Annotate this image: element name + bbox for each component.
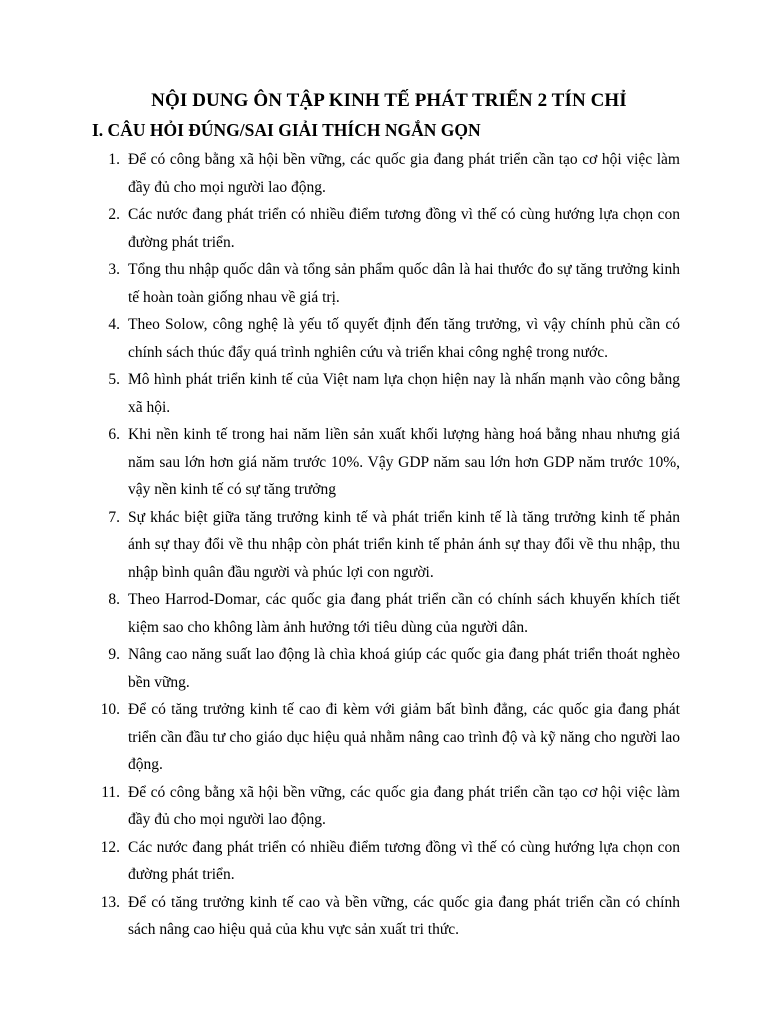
question-text: Tổng thu nhập quốc dân và tổng sản phẩm quốc dân là hai thước đo sự tăng trưởng kinh tế hoàn toàn giống nhau về giá trị.	[128, 261, 680, 306]
question-number: 8.	[108, 591, 120, 608]
question-item	[92, 586, 680, 641]
question-number: 7.	[108, 508, 120, 526]
question-number: 9.	[108, 646, 120, 663]
question-text: Theo Solow, công nghệ là yếu tố quyết định đến tăng trưởng, vì vậy chính phủ cần có chính sách thúc đẩy quá trình nghiên cứu và triển khai công nghệ trong nước.	[128, 316, 680, 361]
question-number: 2.	[108, 206, 120, 223]
question-text: Nâng cao năng suất lao động là chìa khoá giúp các quốc gia đang phát triển thoát nghèo bền vững.	[128, 646, 680, 691]
question-item	[92, 504, 680, 587]
question-item	[92, 889, 680, 944]
question-text: Theo Harrod-Domar, các quốc gia đang phát triển cần có chính sách khuyến khích tiết kiệm sao cho không làm ảnh hưởng tới tiêu dùng của người dân.	[128, 591, 680, 636]
question-item	[92, 146, 680, 201]
question-number: 4.	[108, 316, 120, 333]
question-item	[92, 201, 680, 256]
question-item	[92, 696, 680, 779]
question-text: Mô hình phát triển kinh tế của Việt nam lựa chọn hiện nay là nhấn mạnh vào công bằng xã hội.	[128, 371, 680, 416]
question-text: Các nước đang phát triển có nhiều điểm tương đồng vì thế có cùng hướng lựa chọn con đường phát triển.	[128, 838, 680, 883]
question-item	[92, 834, 680, 889]
question-text: Để có tăng trưởng kinh tế cao đi kèm với giảm bất bình đẳng, các quốc gia đang phát triển cần đầu tư cho giáo dục hiệu quả nhằm nâng cao trình độ và kỹ năng cho người lao động.	[128, 701, 680, 773]
question-text: Để có công bằng xã hội bền vững, các quốc gia đang phát triển cần tạo cơ hội việc làm đầy đủ cho mọi người lao động.	[128, 151, 680, 196]
question-number: 13.	[100, 893, 120, 911]
question-text: Khi nền kinh tế trong hai năm liền sản xuất khối lượng hàng hoá bằng nhau nhưng giá năm sau lớn hơn giá năm trước 10%. Vậy GDP năm sau lớn hơn GDP năm trước 10%, vậy nền kinh tế có sự tăng trưởng	[128, 426, 680, 498]
question-list	[92, 146, 680, 944]
section-heading: I. CÂU HỎI ĐÚNG/SAI GIẢI THÍCH NGẮN GỌN	[92, 120, 481, 140]
question-number: 3.	[108, 261, 120, 278]
question-item	[92, 311, 680, 366]
question-text: Để có tăng trưởng kinh tế cao và bền vững, các quốc gia đang phát triển cần có chính sách nâng cao hiệu quả của khu vực sản xuất tri thức.	[128, 893, 680, 938]
question-number: 1.	[108, 151, 120, 168]
question-item	[92, 641, 680, 696]
question-text: Sự khác biệt giữa tăng trưởng kinh tế và phát triển kinh tế là tăng trưởng kinh tế phản ánh sự thay đổi về thu nhập còn phát triển kinh tế phản ánh sự thay đổi về thu nhập, thu nhập bình quân đầu người và phúc lợi con người.	[128, 508, 680, 581]
question-item	[92, 366, 680, 421]
question-number: 10.	[100, 701, 120, 718]
question-number: 6.	[108, 426, 120, 443]
question-item	[92, 779, 680, 834]
question-text: Các nước đang phát triển có nhiều điểm tương đồng vì thế có cùng hướng lựa chọn con đường phát triển.	[128, 206, 680, 251]
question-item	[92, 256, 680, 311]
question-number: 11.	[101, 783, 120, 801]
document-title: NỘI DUNG ÔN TẬP KINH TẾ PHÁT TRIỂN 2 TÍN CHỈ	[151, 90, 627, 111]
question-number: 5.	[108, 371, 120, 388]
question-item	[92, 421, 680, 504]
question-text: Để có công bằng xã hội bền vững, các quốc gia đang phát triển cần tạo cơ hội việc làm đầy đủ cho mọi người lao động.	[128, 783, 680, 828]
question-number: 12.	[100, 838, 120, 856]
